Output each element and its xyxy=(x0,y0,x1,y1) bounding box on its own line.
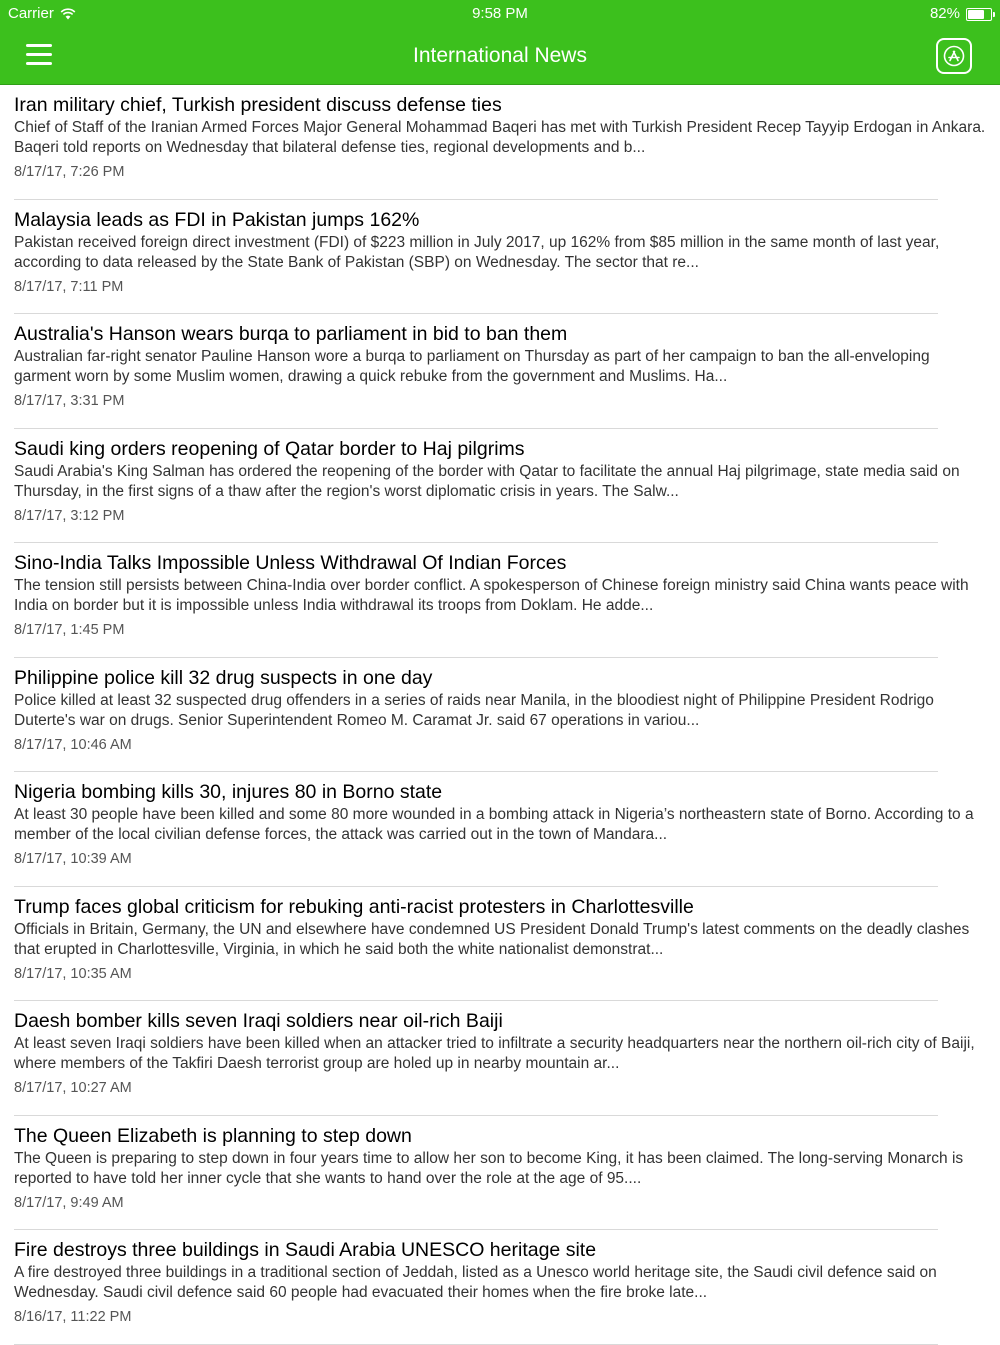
article-headline: Philippine police kill 32 drug suspects in one day xyxy=(14,666,433,689)
news-list-item[interactable] xyxy=(0,1001,1000,1116)
article-summary: The tension still persists between China-India over border conflict. A spokesperson of Chinese foreign ministry said China wants peace with India on border but it is impossible unless India withdrawal its troops from Doklam. He adde... xyxy=(14,577,969,614)
battery-fill xyxy=(968,10,984,19)
article-summary: At least 30 people have been killed and some 80 more wounded in a bombing attack in Nigeria’s northeastern state of Borno. According to a member of the local civilian defense forces, the attack was carried out in the town of Mandara... xyxy=(14,806,974,843)
article-headline: Trump faces global criticism for rebuking anti-racist protesters in Charlottesville xyxy=(14,895,694,918)
status-right xyxy=(930,0,992,28)
article-headline: Iran military chief, Turkish president discuss defense ties xyxy=(14,94,502,116)
article-date: 8/16/17, 11:22 PM xyxy=(14,1309,132,1325)
article-date: 8/17/17, 10:39 AM xyxy=(14,851,132,867)
article-summary: Pakistan received foreign direct investment (FDI) of $223 million in July 2017, up 162% from $85 million in the same month of last year, according to data released by the State Bank of Pakistan (SBP) on Wednesday. The sector that re... xyxy=(14,233,940,271)
article-headline: Daesh bomber kills seven Iraqi soldiers near oil-rich Baiji xyxy=(14,1010,503,1032)
article-summary: A fire destroyed three buildings in a traditional section of Jeddah, listed as a Unesco world heritage site, the Saudi civil defence said on Wednesday. Saudi civil defence said 60 people had evacuated their homes when the fire broke late... xyxy=(14,1264,937,1301)
news-list xyxy=(0,85,1000,1345)
article-summary: Australian far-right senator Pauline Hanson wore a burqa to parliament on Thursday as part of her campaign to ban the all-enveloping garment worn by some Muslim women, drawing a quick rebuke from the government and Muslims. Ha... xyxy=(14,348,930,385)
news-list-item[interactable] xyxy=(0,543,1000,658)
app-store-glyph-icon xyxy=(943,45,965,67)
article-date: 8/17/17, 3:31 PM xyxy=(14,393,125,409)
article-date: 8/17/17, 7:26 PM xyxy=(14,164,125,180)
news-list-item[interactable] xyxy=(0,429,1000,544)
article-date: 8/17/17, 7:11 PM xyxy=(14,278,124,295)
news-list-item[interactable] xyxy=(0,887,1000,1002)
app-store-icon[interactable] xyxy=(936,38,972,74)
article-date: 8/17/17, 1:45 PM xyxy=(14,622,125,638)
article-headline: Nigeria bombing kills 30, injures 80 in Borno state xyxy=(14,781,443,803)
navigation-bar xyxy=(0,28,1000,85)
news-list-item[interactable] xyxy=(0,658,1000,773)
article-summary: Officials in Britain, Germany, the UN and elsewhere have condemned US President Donald Trump's latest comments on the deadly clashes that erupted in Charlottesville, Virginia, in which he said both the white nationalist demonstrat... xyxy=(14,920,970,958)
news-list-item[interactable] xyxy=(0,200,1000,315)
status-bar xyxy=(0,0,1000,28)
news-list-item[interactable] xyxy=(0,772,1000,887)
news-list-item[interactable] xyxy=(0,1116,1000,1231)
battery-icon xyxy=(966,8,992,21)
article-summary: Saudi Arabia's King Salman has ordered the reopening of the border with Qatar to facilitate the annual Haj pilgrimage, state media said on Thursday, in the first signs of a thaw after the region's worst diplomatic crisis in years. The Salw... xyxy=(14,462,960,500)
article-date: 8/17/17, 3:12 PM xyxy=(14,507,125,524)
carrier-label: Carrier xyxy=(8,5,54,22)
article-headline: Sino-India Talks Impossible Unless Withdrawal Of Indian Forces xyxy=(14,552,567,574)
article-summary: Police killed at least 32 suspected drug offenders in a series of raids near Manila, in the bloodiest night of Philippine President Rodrigo Duterte's war on drugs. Senior Superintendent Romeo M. Caramat Jr. said 67 operations in variou... xyxy=(14,691,934,729)
news-list-item[interactable] xyxy=(0,85,1000,200)
status-time: 9:58 PM xyxy=(472,5,528,22)
article-headline: Fire destroys three buildings in Saudi Arabia UNESCO heritage site xyxy=(14,1239,597,1261)
article-date: 8/17/17, 10:46 AM xyxy=(14,736,132,753)
article-headline: Malaysia leads as FDI in Pakistan jumps 162% xyxy=(14,208,420,231)
page-title: International News xyxy=(413,44,587,67)
article-date: 8/17/17, 10:35 AM xyxy=(14,965,132,982)
article-headline: Australia's Hanson wears burqa to parliament in bid to ban them xyxy=(14,323,568,345)
article-summary: Chief of Staff of the Iranian Armed Forces Major General Mohammad Baqeri has met with Turkish President Recep Tayyip Erdogan in Ankara. Baqeri told reports on Wednesday that bilateral defense ties, regional developments and b... xyxy=(14,119,986,156)
news-list-item[interactable] xyxy=(0,1230,1000,1345)
news-list-item[interactable] xyxy=(0,314,1000,429)
article-summary: At least seven Iraqi soldiers have been killed when an attacker tried to infiltrate a security headquarters near the northern oil-rich city of Baiji, where members of the Takfiri Daesh terrorist group are holed up in nearby mountain ar... xyxy=(14,1035,975,1072)
article-headline: The Queen Elizabeth is planning to step down xyxy=(14,1124,412,1147)
article-date: 8/17/17, 9:49 AM xyxy=(14,1194,124,1211)
article-summary: The Queen is preparing to step down in four years time to allow her son to become King, it has been claimed. The long-serving Monarch is reported to have told her inner cycle that she wants to hand over the role at the age of 95.... xyxy=(14,1149,964,1187)
battery-percentage: 82% xyxy=(929,5,960,22)
article-date: 8/17/17, 10:27 AM xyxy=(14,1080,132,1096)
article-headline: Saudi king orders reopening of Qatar border to Haj pilgrims xyxy=(14,437,525,460)
